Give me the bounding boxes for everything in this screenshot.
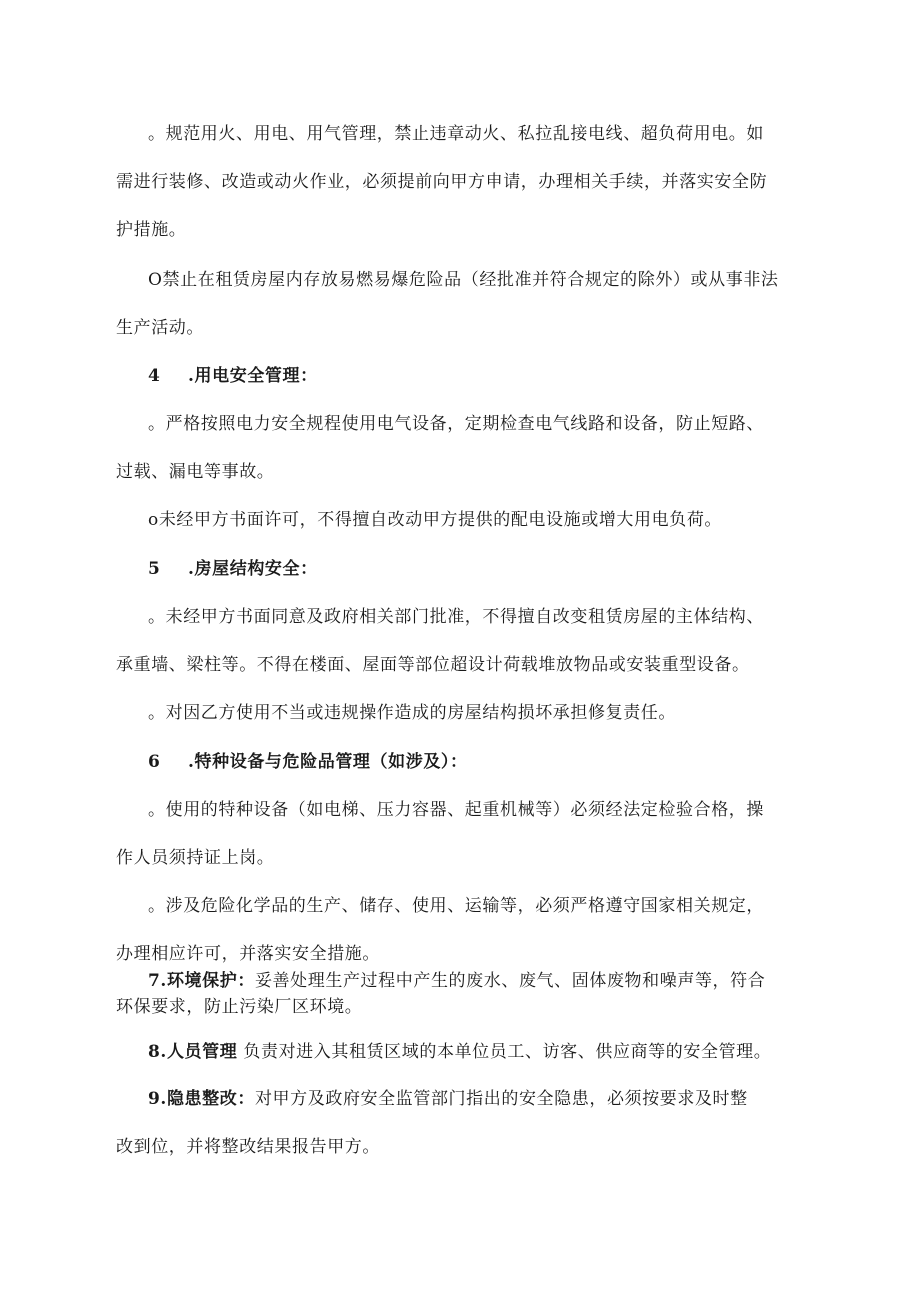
- section-title: .特种设备与危险品管理（如涉及）：: [188, 752, 468, 772]
- section-heading: [148, 750, 806, 774]
- item-text: 负责对进入其租赁区域的本单位员工、访客、供应商等的安全管理。: [243, 1042, 772, 1062]
- text-line: 生产活动。: [116, 318, 204, 338]
- section-title: .用电安全管理：: [188, 366, 318, 386]
- text-line: 。使用的特种设备（如电梯、压力容器、起重机械等）必须经法定检验合格，操: [148, 800, 764, 820]
- item-heading: 7.环境保护：: [148, 971, 255, 991]
- text-line: [148, 1040, 806, 1064]
- text-line: [148, 1087, 806, 1111]
- section-number: 6: [148, 752, 161, 772]
- text-line: 环保要求，防止污染厂区环境。: [116, 997, 363, 1017]
- section-number: 4: [148, 366, 161, 386]
- text-line: 。未经甲方书面同意及政府相关部门批准，不得擅自改变租赁房屋的主体结构、: [148, 607, 764, 627]
- text-line: [148, 969, 806, 993]
- text-line: 办理相应许可，并落实安全措施。: [116, 944, 380, 964]
- item-text: 妥善处理生产过程中产生的废水、废气、固体废物和噪声等，符合: [254, 971, 766, 991]
- text-line: 。规范用火、用电、用气管理，禁止违章动火、私拉乱接电线、超负荷用电。如: [148, 124, 764, 144]
- item-heading: 8.人员管理: [148, 1042, 238, 1062]
- text-line: 护措施。: [116, 220, 187, 240]
- section-number: 5: [148, 559, 161, 579]
- text-line: 。涉及危险化学品的生产、储存、使用、运输等，必须严格遵守国家相关规定，: [148, 896, 764, 916]
- section-heading: [148, 364, 806, 388]
- item-text: 对甲方及政府安全监管部门指出的安全隐患，必须按要求及时整: [254, 1089, 748, 1109]
- text-line: 承重墙、梁柱等。不得在楼面、屋面等部位超设计荷载堆放物品或安装重型设备。: [116, 655, 750, 675]
- text-line: 改到位，并将整改结果报告甲方。: [116, 1137, 380, 1157]
- text-line: O禁止在租赁房屋内存放易燃易爆危险品（经批准并符合规定的除外）或从事非法: [148, 270, 779, 290]
- text-line: o未经甲方书面许可，不得擅自改动甲方提供的配电设施或增大用电负荷。: [148, 510, 723, 530]
- text-line: 作人员须持证上岗。: [116, 848, 275, 868]
- section-title: .房屋结构安全：: [188, 559, 318, 579]
- text-line: 过载、漏电等事故。: [116, 462, 275, 482]
- text-line: 需进行装修、改造或动火作业，必须提前向甲方申请，办理相关手续，并落实安全防: [116, 172, 768, 192]
- section-heading: [148, 557, 806, 581]
- text-line: 。严格按照电力安全规程使用电气设备，定期检查电气线路和设备，防止短路、: [148, 414, 764, 434]
- text-line: 。对因乙方使用不当或违规操作造成的房屋结构损坏承担修复责任。: [148, 703, 676, 723]
- item-heading: 9.隐患整改：: [148, 1089, 255, 1109]
